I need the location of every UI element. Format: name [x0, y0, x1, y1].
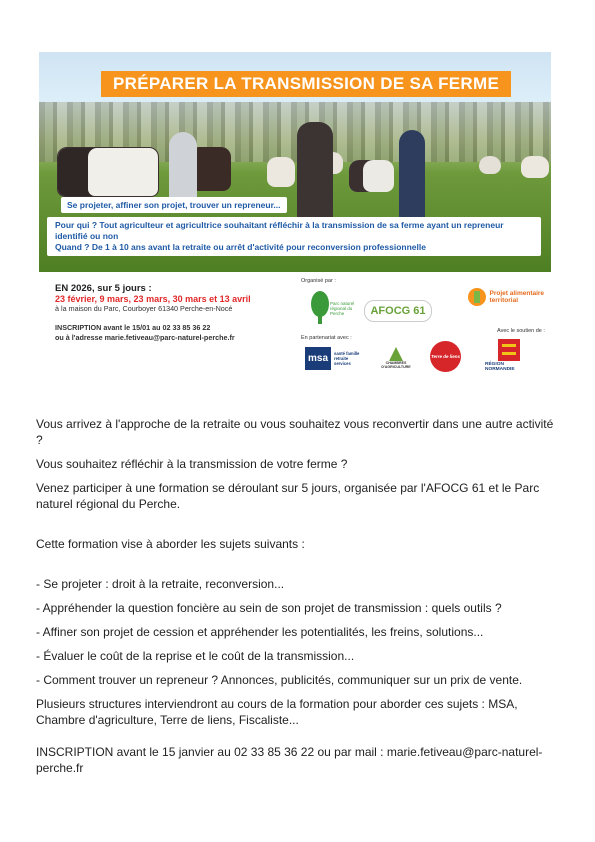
tree-icon [310, 290, 330, 326]
afocg-logo: AFOCG 61 [364, 300, 432, 322]
terre-de-liens-logo: Terre de liens [430, 341, 461, 372]
paragraph-3: Venez participer à une formation se déroulant sur 5 jours, organisée par l'AFOCG 61 et le Parc naturel régional du Perche. [36, 481, 540, 511]
cow [349, 160, 394, 192]
cows-field-photo [39, 52, 551, 272]
person [399, 130, 425, 220]
parc-perche-logo: Parc naturel régional du Perche [307, 287, 361, 329]
cow [267, 157, 295, 187]
region-normandie-logo: RÉGION NORMANDIE [485, 338, 533, 372]
inscription-paragraph: INSCRIPTION avant le 15 janvier au 02 33 85 36 22 ou par mail : marie.fetiveau@parc-naturel-perche.fr [36, 745, 543, 775]
list-item: - Affiner son projet de cession et appréhender les potentialités, les freins, solutions... [36, 625, 484, 639]
normandie-flag-icon [498, 339, 520, 361]
flyer-inscription-1: INSCRIPTION avant le 15/01 au 02 33 85 36 22 [55, 323, 211, 332]
soutien-label: Avec le soutien de : [497, 328, 545, 334]
paragraph-4: Cette formation vise à aborder les sujets suivants : [36, 537, 305, 551]
cow [57, 147, 159, 197]
flyer-inscription-2: ou à l'adresse marie.fetiveau@parc-naturel-perche.fr [55, 333, 235, 342]
flyer-year-line: EN 2026, sur 5 jours : [55, 283, 152, 294]
organise-par-label: Organisé par : [301, 278, 336, 284]
cow [521, 156, 549, 178]
flyer-details [55, 284, 310, 343]
paragraph-1: Vous arrivez à l'approche de la retraite ou vous souhaitez vous reconvertir dans une autre activité ? [36, 417, 554, 447]
flyer-location: à la maison du Parc, Courboyer 61340 Perche-en-Nocé [55, 304, 233, 313]
flyer-tagline: Se projeter, affiner son projet, trouver un repreneur... [61, 197, 287, 213]
person [297, 122, 333, 222]
paragraph-5: Plusieurs structures interviendront au cours de la formation pour aborder ces sujets : MSA, Chambre d'agriculture, Terre de liens, Fiscaliste... [36, 697, 518, 727]
pat-icon [467, 287, 487, 307]
cow [479, 156, 501, 174]
chambre-agriculture-logo: CHAMBRES D'AGRICULTURE [375, 344, 417, 372]
flyer-when: Quand ? De 1 à 10 ans avant la retraite ou arrêt d'activité pour reconversion professionnelle [55, 242, 426, 252]
msa-logo: msa santé famille retraite services [305, 345, 369, 371]
list-item: - Comment trouver un repreneur ? Annonces, publicités, communiquer sur un prix de vente. [36, 673, 523, 687]
flyer-dates: 23 février, 9 mars, 23 mars, 30 mars et 13 avril [55, 294, 251, 304]
flyer-title: PRÉPARER LA TRANSMISSION DE SA FERME [101, 71, 511, 97]
flyer-who: Pour qui ? Tout agriculteur et agricultrice souhaitant réfléchir à la transmission de sa ferme ayant un repreneur identifié ou non [55, 220, 504, 241]
chambre-icon [389, 347, 403, 361]
list-item: - Appréhender la question foncière au sein de son projet de transmission : quels outils ? [36, 601, 502, 615]
partenariat-label: En partenariat avec : [301, 335, 352, 341]
paragraph-2: Vous souhaitez réfléchir à la transmission de votre ferme ? [36, 457, 348, 471]
pat-logo: Projet alimentaire territorial [463, 286, 549, 308]
flyer-image [39, 52, 551, 382]
list-item: - Évaluer le coût de la reprise et le coût de la transmission... [36, 649, 355, 663]
flyer-audience-box [47, 217, 541, 256]
list-item: - Se projeter : droit à la retraite, reconversion... [36, 577, 285, 591]
